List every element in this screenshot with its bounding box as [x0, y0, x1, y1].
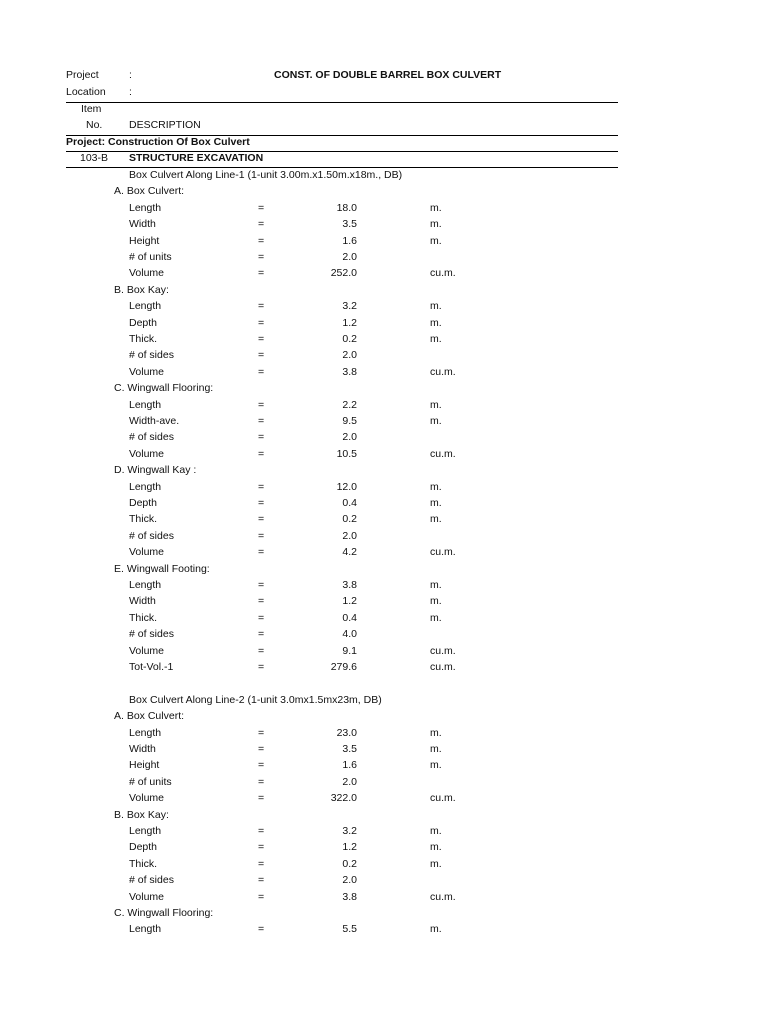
row-unit: m.	[430, 218, 442, 230]
row-unit: cu.m.	[430, 792, 456, 804]
row-value: 3.8	[342, 579, 357, 591]
row-value: 5.5	[342, 923, 357, 935]
row-equals: =	[258, 399, 265, 411]
row-unit: m.	[430, 333, 442, 345]
row-equals: =	[258, 333, 265, 345]
row-equals: =	[258, 202, 265, 214]
row-unit: m.	[430, 727, 442, 739]
row-equals: =	[258, 645, 265, 657]
row-unit: m.	[430, 415, 442, 427]
row-value: 9.1	[342, 645, 357, 657]
location-label: Location	[66, 86, 106, 98]
row-name: Width	[129, 595, 156, 607]
row-name: Length	[129, 825, 162, 837]
row-name: Height	[129, 759, 160, 771]
row-name: Volume	[129, 891, 165, 903]
row-equals: =	[258, 759, 265, 771]
row-value: 0.2	[342, 858, 357, 870]
row-equals: =	[258, 349, 265, 361]
row-value: 3.2	[342, 825, 357, 837]
row-equals: =	[258, 579, 265, 591]
row-unit: m.	[430, 759, 442, 771]
row-unit: m.	[430, 317, 442, 329]
row-unit: m.	[430, 513, 442, 525]
group-label: A. Box Culvert:	[114, 710, 185, 722]
row-equals: =	[258, 235, 265, 247]
row-name: # of sides	[129, 530, 174, 542]
row-name: Length	[129, 399, 162, 411]
row-value: 2.0	[342, 776, 357, 788]
row-unit: m.	[430, 235, 442, 247]
row-unit: m.	[430, 202, 442, 214]
row-value: 12.0	[336, 481, 357, 493]
row-equals: =	[258, 300, 265, 312]
row-equals: =	[258, 218, 265, 230]
row-value: 3.5	[342, 743, 357, 755]
row-unit: m.	[430, 300, 442, 312]
row-value: 4.2	[342, 546, 357, 558]
row-unit: m.	[430, 399, 442, 411]
project-label: Project	[66, 69, 99, 81]
row-value: 1.6	[342, 759, 357, 771]
row-name: Volume	[129, 448, 165, 460]
header-rule-top	[66, 102, 618, 103]
row-value: 9.5	[342, 415, 357, 427]
row-equals: =	[258, 415, 265, 427]
row-value: 0.2	[342, 333, 357, 345]
row-name: Length	[129, 481, 162, 493]
row-unit: m.	[430, 825, 442, 837]
row-unit: m.	[430, 743, 442, 755]
row-name: # of sides	[129, 349, 174, 361]
row-unit: m.	[430, 923, 442, 935]
section-title: Box Culvert Along Line-2 (1-unit 3.0mx1.5mx23m, DB)	[129, 694, 382, 706]
row-name: Thick.	[129, 612, 158, 624]
group-label: C. Wingwall Flooring:	[114, 382, 214, 394]
row-equals: =	[258, 923, 265, 935]
row-equals: =	[258, 546, 265, 558]
row-value: 1.2	[342, 841, 357, 853]
document-title: CONST. OF DOUBLE BARREL BOX CULVERT	[274, 69, 502, 81]
row-value: 2.0	[342, 530, 357, 542]
row-name: Depth	[129, 497, 158, 509]
row-value: 1.2	[342, 317, 357, 329]
row-name: Length	[129, 202, 162, 214]
row-name: Volume	[129, 267, 165, 279]
row-equals: =	[258, 612, 265, 624]
group-label: B. Box Kay:	[114, 809, 169, 821]
row-unit: m.	[430, 841, 442, 853]
row-name: Length	[129, 727, 162, 739]
row-name: Height	[129, 235, 160, 247]
group-label: A. Box Culvert:	[114, 185, 185, 197]
row-equals: =	[258, 776, 265, 788]
row-unit: cu.m.	[430, 661, 456, 673]
row-equals: =	[258, 891, 265, 903]
row-equals: =	[258, 448, 265, 460]
section-title: Box Culvert Along Line-1 (1-unit 3.00m.x1.50m.x18m., DB)	[129, 169, 403, 181]
group-label: D. Wingwall Kay :	[114, 464, 197, 476]
row-name: # of units	[129, 776, 172, 788]
row-equals: =	[258, 317, 265, 329]
group-label: E. Wingwall Footing:	[114, 563, 210, 575]
row-value: 3.8	[342, 891, 357, 903]
row-value: 23.0	[336, 727, 357, 739]
row-value: 18.0	[336, 202, 357, 214]
row-unit: cu.m.	[430, 267, 456, 279]
row-value: 3.5	[342, 218, 357, 230]
row-equals: =	[258, 858, 265, 870]
row-equals: =	[258, 481, 265, 493]
row-unit: m.	[430, 858, 442, 870]
row-name: # of sides	[129, 628, 174, 640]
row-name: Thick.	[129, 858, 158, 870]
row-name: Tot-Vol.-1	[129, 661, 174, 673]
row-unit: m.	[430, 612, 442, 624]
row-value: 4.0	[342, 628, 357, 640]
row-name: Depth	[129, 841, 158, 853]
row-equals: =	[258, 595, 265, 607]
row-equals: =	[258, 530, 265, 542]
project-line: Project: Construction Of Box Culvert	[66, 136, 250, 148]
row-value: 252.0	[330, 267, 357, 279]
row-value: 0.4	[342, 612, 357, 624]
row-value: 3.8	[342, 366, 357, 378]
row-equals: =	[258, 431, 265, 443]
row-value: 2.0	[342, 874, 357, 886]
row-equals: =	[258, 513, 265, 525]
row-value: 0.4	[342, 497, 357, 509]
row-value: 279.6	[330, 661, 357, 673]
row-equals: =	[258, 267, 265, 279]
row-value: 2.0	[342, 251, 357, 263]
row-equals: =	[258, 251, 265, 263]
row-name: Length	[129, 300, 162, 312]
row-unit: m.	[430, 579, 442, 591]
row-name: Volume	[129, 546, 165, 558]
row-value: 2.0	[342, 431, 357, 443]
row-name: Depth	[129, 317, 158, 329]
row-equals: =	[258, 661, 265, 673]
item-number: 103-B	[80, 152, 109, 164]
row-equals: =	[258, 825, 265, 837]
row-unit: cu.m.	[430, 645, 456, 657]
row-value: 2.0	[342, 349, 357, 361]
row-equals: =	[258, 841, 265, 853]
row-equals: =	[258, 366, 265, 378]
row-equals: =	[258, 628, 265, 640]
row-value: 0.2	[342, 513, 357, 525]
row-unit: cu.m.	[430, 891, 456, 903]
row-name: # of sides	[129, 874, 174, 886]
description-label: DESCRIPTION	[129, 119, 201, 131]
row-value: 1.2	[342, 595, 357, 607]
group-label: B. Box Kay:	[114, 284, 169, 296]
row-name: Volume	[129, 645, 165, 657]
row-name: # of units	[129, 251, 172, 263]
row-name: Thick.	[129, 333, 158, 345]
row-name: Width	[129, 743, 156, 755]
item-title: STRUCTURE EXCAVATION	[129, 152, 264, 164]
row-unit: cu.m.	[430, 546, 456, 558]
row-unit: cu.m.	[430, 448, 456, 460]
row-equals: =	[258, 792, 265, 804]
item-label: Item	[81, 103, 102, 115]
row-equals: =	[258, 497, 265, 509]
row-name: Thick.	[129, 513, 158, 525]
row-name: Width-ave.	[129, 415, 180, 427]
row-name: Volume	[129, 366, 165, 378]
row-name: Width	[129, 218, 156, 230]
row-unit: m.	[430, 595, 442, 607]
project-colon: :	[129, 69, 132, 81]
row-value: 10.5	[336, 448, 357, 460]
row-value: 322.0	[330, 792, 357, 804]
row-equals: =	[258, 727, 265, 739]
row-unit: m.	[430, 481, 442, 493]
group-label: C. Wingwall Flooring:	[114, 907, 214, 919]
row-value: 2.2	[342, 399, 357, 411]
row-name: Length	[129, 579, 162, 591]
row-equals: =	[258, 874, 265, 886]
row-unit: m.	[430, 497, 442, 509]
location-colon: :	[129, 86, 132, 98]
row-value: 3.2	[342, 300, 357, 312]
row-equals: =	[258, 743, 265, 755]
row-value: 1.6	[342, 235, 357, 247]
no-label: No.	[86, 119, 103, 131]
row-name: Volume	[129, 792, 165, 804]
row-unit: cu.m.	[430, 366, 456, 378]
row-name: Length	[129, 923, 162, 935]
row-name: # of sides	[129, 431, 174, 443]
